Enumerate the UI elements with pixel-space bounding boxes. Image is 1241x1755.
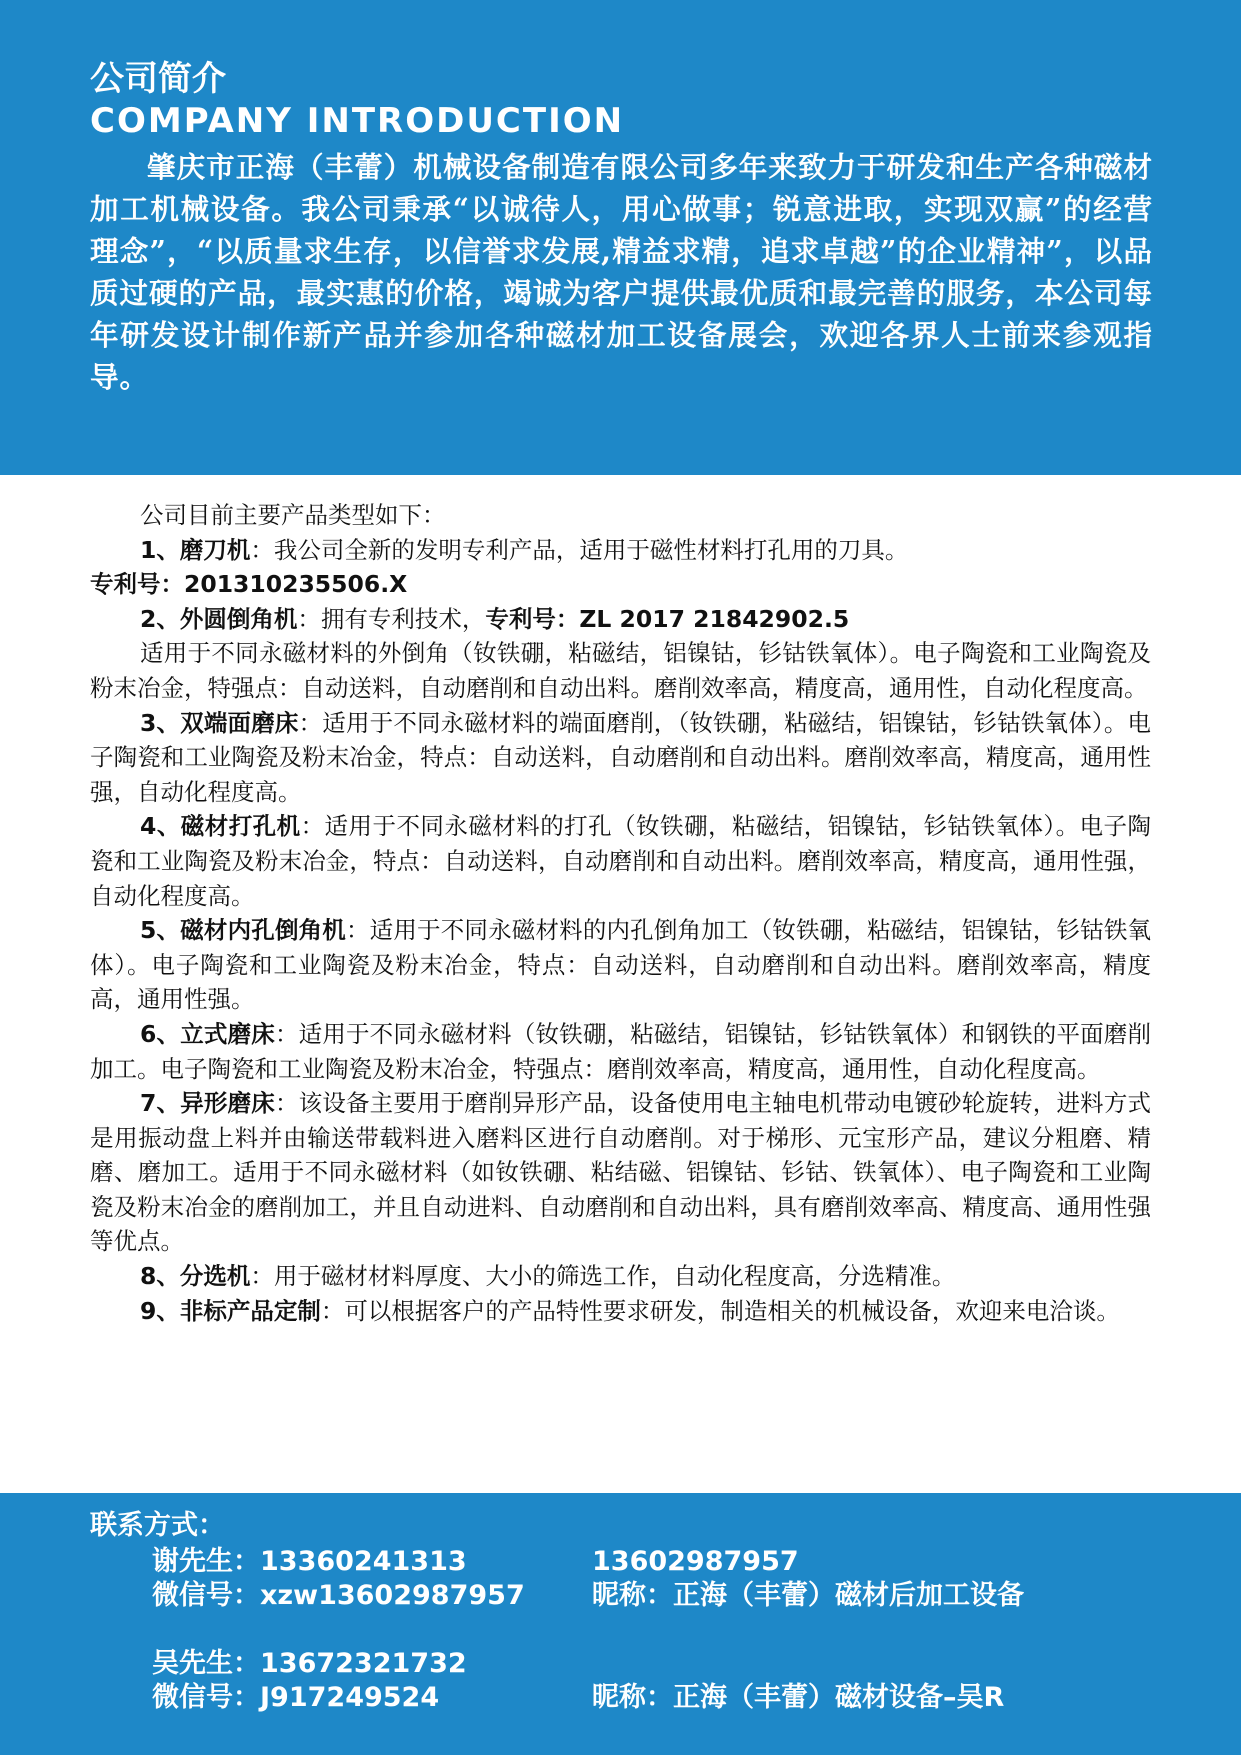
contact-wu-phone: 吴先生：13672321732 xyxy=(152,1648,467,1679)
product-name: 3、双端面磨床 xyxy=(140,708,299,737)
product-name: 2、外圆倒角机 xyxy=(140,604,298,633)
product-item xyxy=(90,1086,1151,1259)
company-intro-text: 肇庆市正海（丰蕾）机械设备制造有限公司多年来致力于研发和生产各种磁材加工机械设备。我公司秉承“以诚待人，用心做事；锐意进取，实现双赢”的经营理念”，“以质量求生存，以信誉求发展,精益求精，追求卓越”的企业精神”，以品质过硬的产品，最实惠的价格，竭诚为客户提供最优质和最完善的服务，本公司每年研发设计制作新产品并参加各种磁材加工设备展会，欢迎各界人士前来参观指导。 xyxy=(90,150,1153,394)
product-item xyxy=(90,809,1151,913)
intro-banner xyxy=(0,0,1241,475)
product-list xyxy=(90,498,1151,1328)
product-desc: ：可以根据客户的产品特性要求研发，制造相关的机械设备，欢迎来电洽谈。 xyxy=(320,1296,1120,1325)
product-desc: ：拥有专利技术， xyxy=(297,604,486,633)
patent-number: ：201310235506.X xyxy=(160,570,408,599)
product-desc: ：适用于不同永磁材料的端面磨削，（钕铁硼，粘磁结，铝镍钴，钐钴铁氧体）。电子陶瓷和工业陶瓷及粉末冶金，特点：自动送料，自动磨削和自动出料。磨削效率高，精度高，通用性强，自动化程度高。 xyxy=(90,708,1152,806)
contact-wu-nickname: 昵称：正海（丰蕾）磁材设备–吴R xyxy=(592,1682,1005,1713)
title-en: COMPANY INTRODUCTION xyxy=(90,101,625,141)
contact-banner xyxy=(0,1493,1241,1755)
contact-xie-nickname: 昵称：正海（丰蕾）磁材后加工设备 xyxy=(592,1580,1024,1611)
product-item xyxy=(90,602,1151,637)
product-desc: ：适用于不同永磁材料的内孔倒角加工（钕铁硼，粘磁结，铝镍钴，钐钴铁氧体）。电子陶瓷和工业陶瓷及粉末冶金，特点：自动送料，自动磨削和自动出料。磨削效率高，精度高，通用性强。 xyxy=(90,916,1152,1014)
product-detail: 适用于不同永磁材料的外倒角（钕铁硼，粘磁结，铝镍钴，钐钴铁氧体）。电子陶瓷和工业陶瓷及粉末冶金，特强点：自动送料，自动磨削和自动出料。磨削效率高，精度高，通用性，自动化程度高。 xyxy=(90,639,1151,702)
patent-number: 专利号：ZL 2017 21842902.5 xyxy=(485,604,850,633)
product-desc: ：适用于不同永磁材料（钕铁硼，粘磁结，铝镍钴，钐钴铁氧体）和钢铁的平面磨削加工。电子陶瓷和工业陶瓷及粉末冶金，特强点：磨削效率高，精度高，通用性，自动化程度高。 xyxy=(90,1019,1152,1083)
product-item xyxy=(90,533,1151,568)
product-item xyxy=(90,706,1151,810)
product-name: 9、非标产品定制 xyxy=(140,1296,321,1325)
product-desc: ：适用于不同永磁材料的打孔（钕铁硼，粘磁结，铝镍钴，钐钴铁氧体）。电子陶瓷和工业陶瓷及粉末冶金，特点：自动送料，自动磨削和自动出料。磨削效率高，精度高，通用性强，自动化程度高。 xyxy=(90,812,1152,910)
contact-xie-wechat: 微信号：xzw13602987957 xyxy=(152,1580,525,1611)
products-intro: 公司目前主要产品类型如下： xyxy=(140,501,446,529)
product-name: 1、磨刀机 xyxy=(140,535,251,564)
product-item xyxy=(90,1017,1151,1086)
patent-line xyxy=(90,567,1151,602)
product-item xyxy=(90,1259,1151,1294)
title-cn: 公司简介 xyxy=(90,59,226,99)
product-name: 8、分选机 xyxy=(140,1262,251,1291)
contact-xie-phone: 谢先生：13360241313 xyxy=(152,1546,467,1577)
product-item xyxy=(90,913,1151,1017)
product-item xyxy=(90,1294,1151,1329)
contact-wu-wechat: 微信号：J917249524 xyxy=(152,1682,440,1713)
contact-xie-phone2: 13602987957 xyxy=(592,1546,799,1577)
product-name: 4、磁材打孔机 xyxy=(140,812,301,841)
product-name: 6、立式磨床 xyxy=(140,1019,275,1048)
product-name: 7、异形磨床 xyxy=(140,1089,275,1118)
product-desc: ：该设备主要用于磨削异形产品，设备使用电主轴电机带动电镀砂轮旋转，进料方式是用振动盘上料并由输送带载料进入磨料区进行自动磨削。对于梯形、元宝形产品，建议分粗磨、精磨、磨加工。适用于不同永磁材料（如钕铁硼、粘结磁、铝镍钴、钐钴、铁氧体）、电子陶瓷和工业陶瓷及粉末冶金的磨削加工，并且自动进料、自动磨削和自动出料，具有磨削效率高、精度高、通用性强等优点。 xyxy=(90,1089,1152,1256)
product-desc: ：我公司全新的发明专利产品，适用于磁性材料打孔用的刀具。 xyxy=(250,535,909,564)
product-name: 5、磁材内孔倒角机 xyxy=(140,916,346,945)
contact-title: 联系方式： xyxy=(90,1510,225,1541)
product-desc: ：用于磁材材料厚度、大小的筛选工作，自动化程度高，分选精准。 xyxy=(250,1262,956,1291)
patent-label: 专利号 xyxy=(90,570,161,599)
